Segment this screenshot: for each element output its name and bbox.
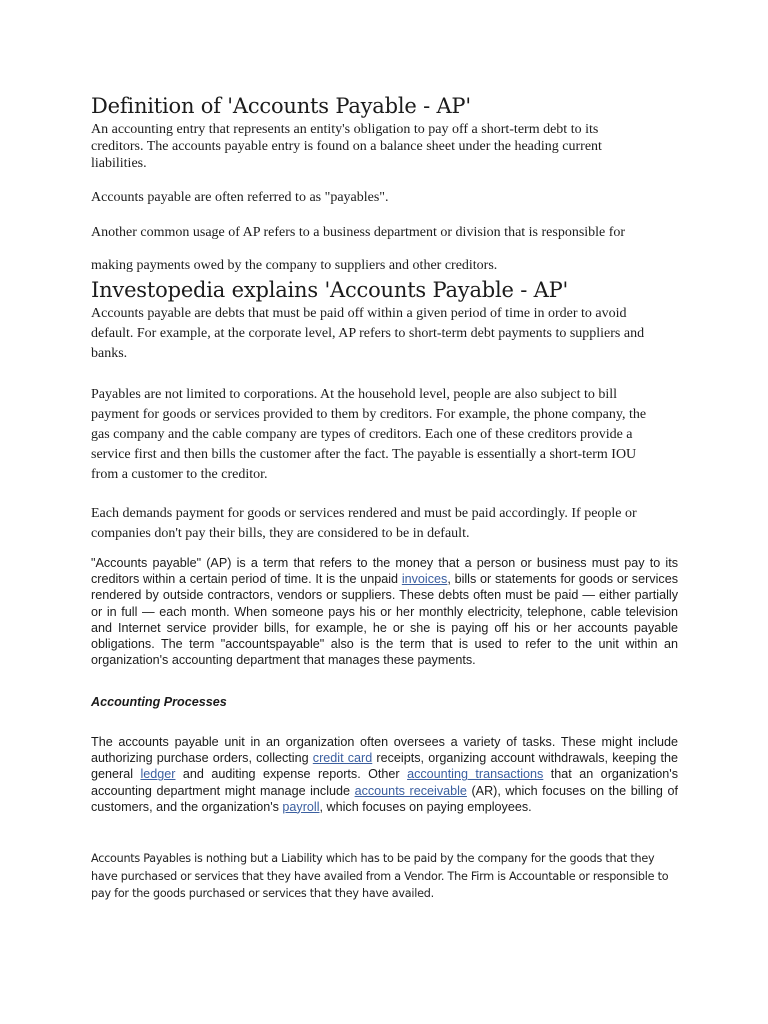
payroll-link[interactable]: payroll	[282, 799, 320, 814]
accounting-processes-heading: Accounting Processes	[91, 695, 227, 709]
processes-text-1: The accounts payable unit in an organization often oversees a variety of tasks. These might include authorizing purchase orders, collecting	[91, 735, 678, 766]
explains-title: Investopedia explains 'Accounts Payable - AP'	[91, 278, 569, 302]
invoices-link[interactable]: invoices	[401, 572, 448, 587]
ap-definition-text-2: , bills or statements for goods or services rendered by outside contractors, vendors or suppliers. These debts often must be paid — either partially or in full — each month. When someone pays his or her monthly electricity, telephone, cable television and Internet service provider bills, for example, he or she is paying off his or her accounts payable obligations. The term "accountspayable" also is the term that is used to refer to the unit within an organization's accounting department that manages these payments.	[91, 572, 678, 668]
definition-title: Definition of 'Accounts Payable - AP'	[91, 94, 471, 118]
processes-text-6: , which focuses on paying employees.	[319, 799, 532, 814]
definition-usage-line-2: making payments owed by the company to suppliers and other creditors.	[91, 258, 498, 273]
ap-definition-text-1: "Accounts payable" (AP) is a term that refers to the money that a person or business must pay to its creditors within a certain period of time. It is the unpaid	[91, 556, 678, 587]
processes-text-2: receipts, organizing account withdrawals, keeping the general	[91, 751, 678, 782]
processes-text-5: (AR), which focuses on the billing of customers, and the organization's	[91, 783, 678, 814]
ledger-link[interactable]: ledger	[140, 767, 176, 782]
accounting-processes-paragraph	[91, 734, 678, 815]
liability-note: Accounts Payables is nothing but a Liability which has to be paid by the company for the goods that they have purchased or services that they have availed from a Vendor. The Firm is Accountable or responsible to pay for the goods purchased or services that they have availed.	[91, 852, 669, 901]
credit-card-link[interactable]: credit card	[312, 751, 373, 766]
definition-alias: Accounts payable are often referred to as "payables".	[91, 190, 389, 205]
accounts-receivable-link[interactable]: accounts receivable	[354, 783, 467, 798]
processes-text-4: that an organization's accounting department might manage include	[91, 767, 678, 798]
definition-usage-line-1: Another common usage of AP refers to a business department or division that is responsible for	[91, 225, 626, 240]
ap-definition-paragraph	[91, 555, 678, 668]
definition-intro: An accounting entry that represents an entity's obligation to pay off a short-term debt to its creditors. The accounts payable entry is found on a balance sheet under the heading current liabilities.	[91, 122, 602, 171]
explains-paragraph-2: Payables are not limited to corporations. At the household level, people are also subject to bill payment for goods or services provided to them by creditors. For example, the phone company, the gas company and the cable company are types of creditors. Each one of these creditors provide a service first and then bills the customer after the fact. The payable is essentially a short-term IOU from a customer to the creditor.	[91, 387, 647, 482]
explains-paragraph-3: Each demands payment for goods or services rendered and must be paid accordingly. If people or companies don't pay their bills, they are considered to be in default.	[91, 506, 637, 541]
accounting-transactions-link[interactable]: accounting transactions	[407, 767, 544, 782]
processes-text-3: and auditing expense reports. Other	[175, 767, 408, 782]
explains-paragraph-1: Accounts payable are debts that must be paid off within a given period of time in order to avoid default. For example, at the corporate level, AP refers to short-term debt payments to suppliers and banks.	[91, 306, 645, 361]
